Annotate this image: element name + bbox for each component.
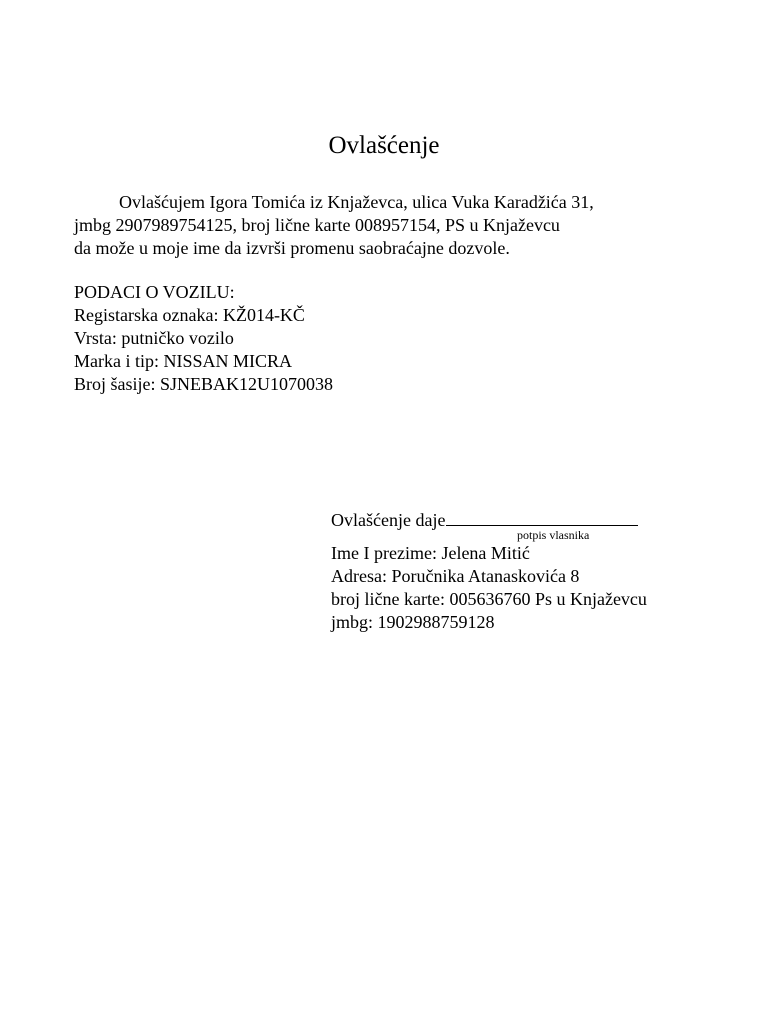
authorization-line-3: da može u moje ime da izvrši promenu saobraćajne dozvole. [74,238,510,258]
signature-caption: potpis vlasnika [517,528,590,542]
vehicle-make-model: Marka i tip: NISSAN MICRA [74,351,293,371]
vehicle-heading: PODACI O VOZILU: [74,282,235,302]
authorization-paragraph [74,191,594,260]
signer-name: Ime I prezime: Jelena Mitić [331,543,530,563]
authorization-line-2: jmbg 2907989754125, broj lične karte 008957154, PS u Knjaževcu [74,215,560,235]
vehicle-type: Vrsta: putničko vozilo [74,328,234,348]
authorization-line-1: Ovlašćujem Igora Tomića iz Knjaževca, ulica Vuka Karadžića 31, [119,192,594,212]
vehicle-registration: Registarska oznaka: KŽ014-KČ [74,305,305,325]
signer-address: Adresa: Poručnika Atanaskovića 8 [331,566,580,586]
signer-jmbg: jmbg: 1902988759128 [331,612,495,632]
vehicle-chassis: Broj šasije: SJNEBAK12U1070038 [74,374,334,394]
vehicle-data-section [74,281,333,396]
document-title: Ovlašćenje [328,132,440,159]
signature-line [446,506,638,526]
signature-row [331,506,647,529]
signer-label: Ovlašćenje daje [331,510,446,530]
signer-section [331,506,647,634]
signer-id-card: broj lične karte: 005636760 Ps u Knjaževcu [331,589,647,609]
